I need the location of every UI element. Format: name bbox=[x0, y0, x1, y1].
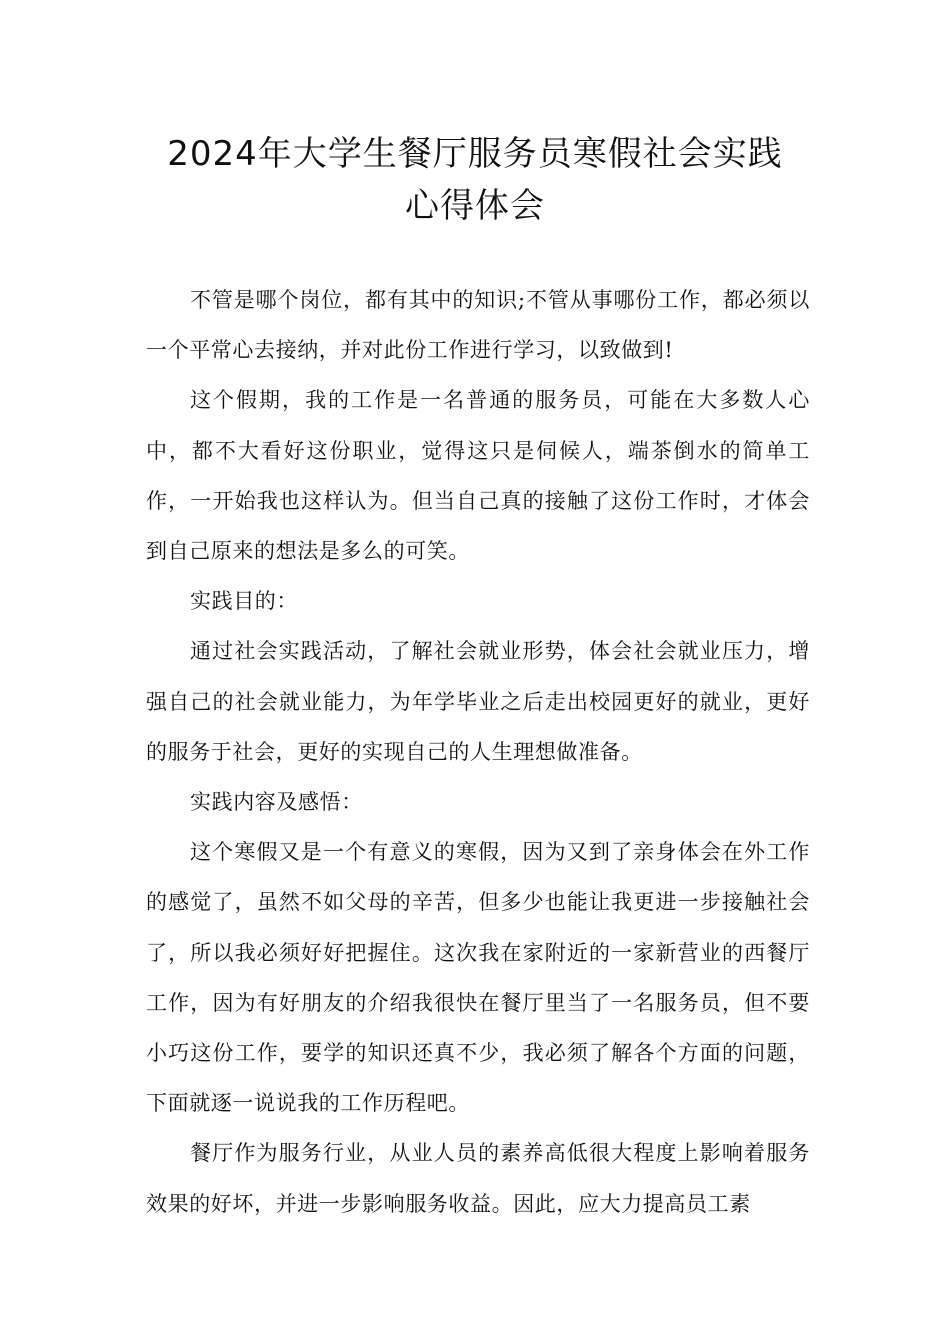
paragraph-3: 通过社会实践活动，了解社会就业形势，体会社会就业压力，增强自己的社会就业能力，为年学毕业之后走出校园更好的就业，更好的服务于社会，更好的实现自己的人生理想做准备。 bbox=[146, 639, 810, 764]
document-title bbox=[120, 128, 830, 232]
document-body bbox=[146, 275, 810, 1229]
section-heading-content: 实践内容及感悟： bbox=[190, 790, 363, 815]
section-heading-purpose: 实践目的： bbox=[190, 589, 298, 614]
paragraph-1: 不管是哪个岗位，都有其中的知识;不管从事哪份工作，都必须以一个平常心去接纳，并对此份工作进行学习，以致做到! bbox=[146, 288, 810, 363]
paragraph-4: 这个寒假又是一个有意义的寒假，因为又到了亲身体会在外工作的感觉了，虽然不如父母的辛苦，但多少也能让我更进一步接触社会了，所以我必须好好把握住。这次我在家附近的一家新营业的西餐厅工作，因为有好朋友的介绍我很快在餐厅里当了一名服务员，但不要小巧这份工作，要学的知识还真不少，我必须了解各个方面的问题，下面就逐一说说我的工作历程吧。 bbox=[146, 840, 810, 1116]
paragraph-5: 餐厅作为服务行业，从业人员的素养高低很大程度上影响着服务效果的好坏，并进一步影响服务收益。因此，应大力提高员工素 bbox=[146, 1141, 810, 1216]
title-line-2: 心得体会 bbox=[405, 186, 545, 226]
title-line-1: 2024年大学生餐厅服务员寒假社会实践 bbox=[167, 134, 783, 174]
paragraph-2: 这个假期，我的工作是一名普通的服务员，可能在大多数人心中，都不大看好这份职业，觉得这只是伺候人，端茶倒水的简单工作，一开始我也这样认为。但当自己真的接触了这份工作时，才体会到自己原来的想法是多么的可笑。 bbox=[146, 388, 810, 564]
